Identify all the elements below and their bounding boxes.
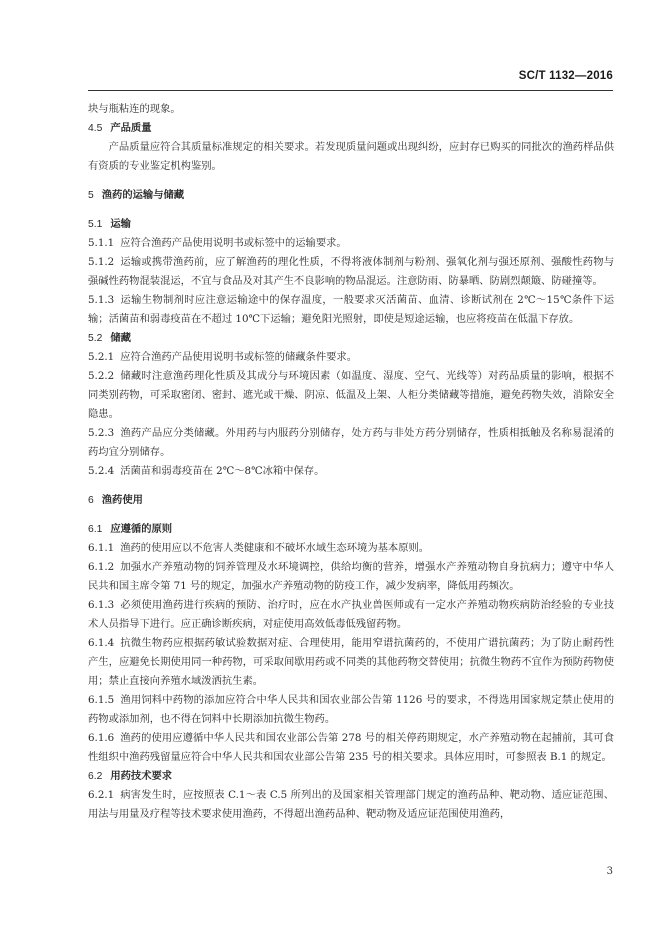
clause-number: 6.1.2 (88, 561, 115, 573)
clause-text: 抗微生物药应根据药敏试验数据对症、合理使用，能用窄谱抗菌药的，不使用广谱抗菌药；为了防止耐药性产生，应避免长期使用同一种药物，可采取间歇用药或不同类的其他药物交替使用；抗微生物药不宜作为预防药物使用；禁止直接向养殖水域泼洒抗生素。 (88, 637, 614, 687)
para-5-1-1 (88, 234, 614, 253)
clause-text: 渔药的使用应以不危害人类健康和不破坏水域生态环境为基本原则。 (120, 542, 430, 554)
clause-text: 病害发生时，应按照表 C.1～表 C.5 所列出的及国家相关管理部门规定的渔药品种、靶动物、适应证范围、用法与用量及疗程等技术要求使用渔药，不得超出渔药品种、靶动物及适应证范围使用渔药， (88, 789, 614, 820)
heading-number: 4.5 (88, 123, 103, 134)
heading-number: 6.1 (88, 524, 103, 535)
clause-text: 活菌苗和弱毒疫苗在 2℃～8℃冰箱中保存。 (120, 465, 325, 477)
clause-text: 必须使用渔药进行疾病的预防、治疗时，应在水产执业兽医师或有一定水产养殖动物疾病防治经验的专业技术人员指导下进行。应正确诊断疾病，对症使用高效低毒低残留药物。 (88, 599, 614, 630)
clause-number: 6.1.6 (88, 732, 115, 744)
para-6-2-1 (88, 786, 614, 824)
clause-text: 加强水产养殖动物的饲养管理及水环境调控，供给均衡的营养，增强水产养殖动物自身抗病力；遵守中华人民共和国主席令第 71 号的规定，加强水产养殖动物的防疫工作，减少发病率，降低用药频次。 (88, 561, 614, 592)
heading-number: 5 (88, 190, 94, 201)
para-6-1-3 (88, 596, 614, 634)
para-5-2-4 (88, 462, 614, 481)
heading-4-5 (88, 119, 614, 138)
clause-number: 6.1.4 (88, 637, 115, 649)
heading-title: 用药技术要求 (110, 770, 173, 782)
clause-number: 5.1.3 (88, 294, 115, 306)
clause-number: 5.2.4 (88, 465, 115, 477)
heading-6-2 (88, 767, 614, 786)
heading-number: 5.1 (88, 219, 103, 230)
clause-text: 运输或携带渔药前，应了解渔药的理化性质，不得将液体制剂与粉剂、强氧化剂与强还原剂、强酸性药物与强碱性药物混装混运，不宜与食品及对其产生不良影响的物品混运。注意防雨、防暴晒、防剧烈颠簸、防碰撞等。 (88, 256, 614, 287)
document-body (88, 100, 614, 824)
para-6-1-4 (88, 634, 614, 691)
clause-number: 5.1.1 (88, 237, 115, 249)
clause-text: 渔用饲料中药物的添加应符合中华人民共和国农业部公告第 1126 号的要求，不得选用国家规定禁止使用的药物或添加剂，也不得在饲料中长期添加抗微生物药。 (88, 694, 614, 725)
heading-title: 产品质量 (110, 122, 152, 134)
clause-number: 6.2.1 (88, 789, 115, 801)
para-6-1-2 (88, 558, 614, 596)
para-5-1-3 (88, 291, 614, 329)
heading-number: 5.2 (88, 333, 103, 344)
clause-text: 应符合渔药产品使用说明书或标签的储藏条件要求。 (120, 351, 358, 363)
clause-number: 5.1.2 (88, 256, 115, 268)
clause-text: 运输生物制剂时应注意运输途中的保存温度，一般要求灭活菌苗、血清、诊断试剂在 2℃～15℃条件下运输；活菌苗和弱毒疫苗在不超过 10℃下运输；避免阳光照射，即使是短途运输，也应将疫苗在低温下存放。 (88, 294, 614, 325)
para-5-2-3 (88, 424, 614, 462)
heading-title: 运输 (110, 218, 131, 230)
clause-number: 5.2.1 (88, 351, 115, 363)
standard-code: SC/T 1132—2016 (518, 70, 613, 82)
clause-text: 渔药产品应分类储藏。外用药与内服药分别储存，处方药与非处方药分别储存，性质相抵触及名称易混淆的药均宜分别储存。 (88, 427, 614, 458)
heading-6 (88, 491, 614, 510)
clause-number: 6.1.3 (88, 599, 115, 611)
heading-title: 渔药使用 (101, 494, 143, 506)
para-5-1-2 (88, 253, 614, 291)
heading-title: 储藏 (110, 332, 131, 344)
clause-number: 6.1.5 (88, 694, 115, 706)
clause-number: 6.1.1 (88, 542, 115, 554)
para-4-5: 产品质量应符合其质量标准规定的相关要求。若发现质量问题或出现纠纷，应封存已购买的同批次的渔药样品供有资质的专业鉴定机构鉴别。 (88, 141, 614, 172)
para-5-2-2 (88, 367, 614, 424)
heading-6-1 (88, 520, 614, 539)
clause-text: 应符合渔药产品使用说明书或标签中的运输要求。 (120, 237, 347, 249)
continuation-text: 块与瓶粘连的现象。 (88, 103, 181, 115)
para-5-2-1 (88, 348, 614, 367)
heading-5 (88, 186, 614, 205)
para-6-1-5 (88, 691, 614, 729)
heading-5-2 (88, 329, 614, 348)
clause-text: 渔药的使用应遵循中华人民共和国农业部公告第 278 号的相关停药期规定，水产养殖动物在起捕前，其可食性组织中渔药残留量应符合中华人民共和国农业部公告第 235 号的相关要求。具体应用时，可参照表 B.1 的规定。 (88, 732, 614, 763)
clause-number: 5.2.2 (88, 370, 115, 382)
para-6-1-1 (88, 539, 614, 558)
header-rule (88, 90, 613, 91)
heading-number: 6.2 (88, 771, 103, 782)
heading-title: 渔药的运输与储藏 (101, 189, 185, 201)
page-number: 3 (606, 866, 613, 877)
heading-title: 应遵循的原则 (110, 523, 173, 535)
para-6-1-6 (88, 729, 614, 767)
clause-number: 5.2.3 (88, 427, 115, 439)
heading-5-1 (88, 215, 614, 234)
heading-number: 6 (88, 495, 94, 506)
clause-text: 储藏时注意渔药理化性质及其成分与环境因素（如温度、湿度、空气、光线等）对药品质量的影响，根据不同类别药物，可采取密闭、密封、遮光或干燥、阴凉、低温及上架、人柜分类储藏等措施，避免药物失效，消除安全隐患。 (88, 370, 614, 420)
